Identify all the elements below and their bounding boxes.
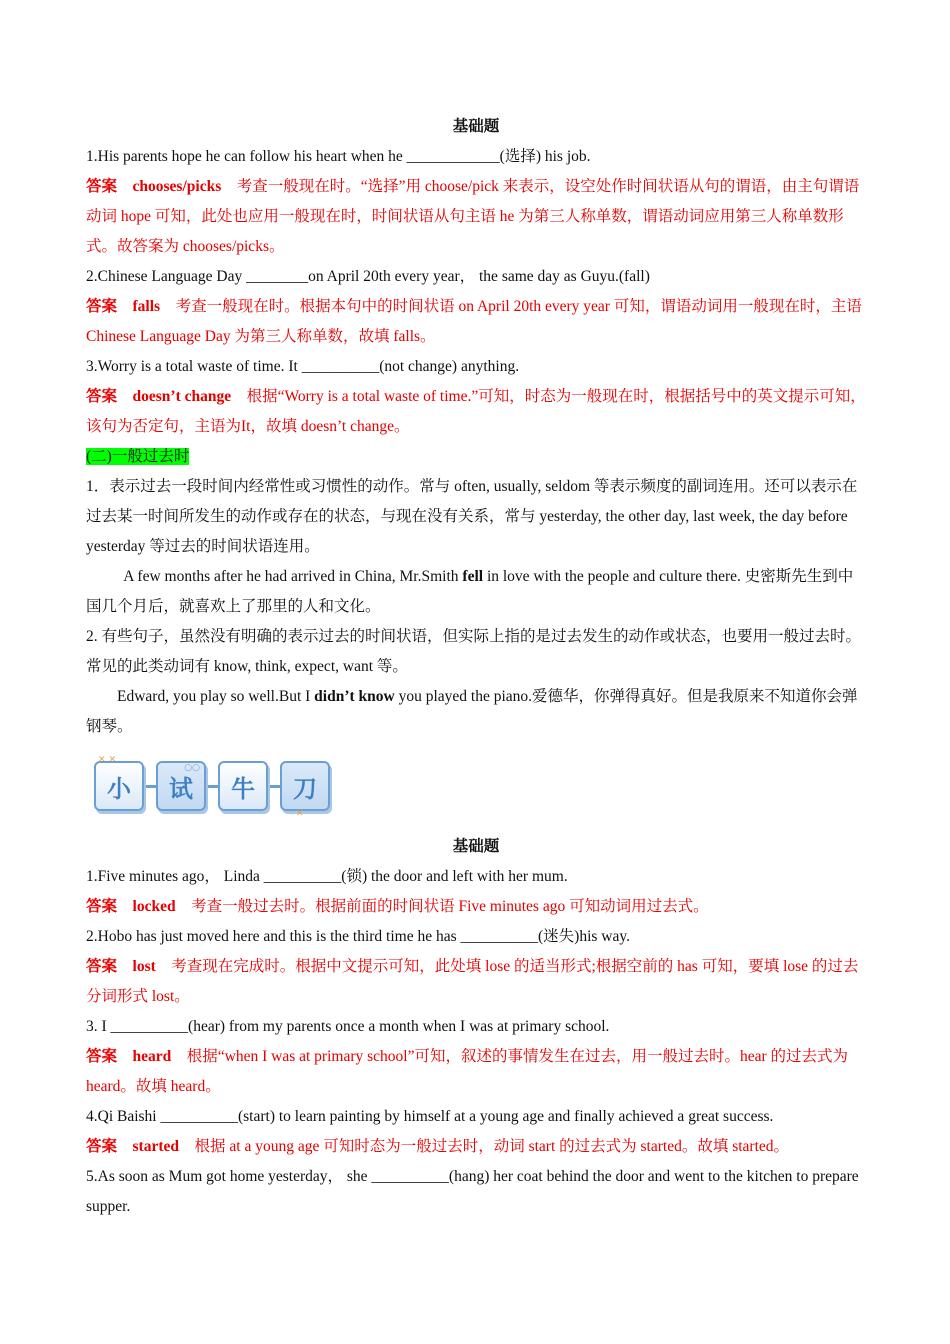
practice-badge xyxy=(94,755,866,819)
grammar-example-2 xyxy=(86,682,866,742)
answer-label: 答案 xyxy=(86,1138,118,1155)
example-text: Edward, you play so well.But I xyxy=(117,688,315,705)
example-keyword: didn’t know xyxy=(314,688,395,705)
example-text: you played the piano.爱德华，你弹得真好。但是我原来不知道你会弹钢琴。 xyxy=(86,688,858,735)
badge-tile xyxy=(280,761,330,819)
answer-label: 答案 xyxy=(86,388,118,405)
grammar-point-2: 2. 有些句子，虽然没有明确的表示过去的时间状语，但实际上指的是过去发生的动作或状态，也要用一般过去时。常见的此类动词有 know, think, expect, want 等。 xyxy=(86,628,862,675)
badge-connector xyxy=(206,785,218,788)
answer-explanation: 考查一般现在时。“选择”用 choose/pick 来表示，设空处作时间状语从句的谓语，由主句谓语动词 hope 可知，此处也应用一般现在时，时间状语从句主语 he 为第三人称单数，谓语动词应用第三人称单数形式。故答案为 chooses/picks。 xyxy=(86,178,860,255)
question-3: 3. I __________(hear) from my parents once a month when I was at primary school. xyxy=(86,1018,610,1035)
answer-label: 答案 xyxy=(86,178,118,195)
sparkle-icon: ✕ ✕ xyxy=(98,755,117,765)
document-page xyxy=(86,112,866,1222)
section-heading: 基础题 xyxy=(452,838,500,855)
answer-explanation: 考查现在完成时。根据中文提示可知，此处填 lose 的适当形式;根据空前的 has 可知，要填 lose 的过去分词形式 lost。 xyxy=(86,958,859,1005)
badge-tile xyxy=(94,755,144,811)
example-text: A few months after he had arrived in China, Mr.Smith xyxy=(123,568,463,585)
badge-char: 试 xyxy=(169,774,193,803)
answer-value: heard xyxy=(132,1048,172,1065)
badge-char: 刀 xyxy=(293,774,317,803)
sparkle-icon: ✕ xyxy=(296,809,304,819)
answer-label: 答案 xyxy=(86,298,118,315)
answer-explanation: 考查一般过去时。根据前面的时间状语 Five minutes ago 可知动词用过去式。 xyxy=(191,898,709,915)
answer-label: 答案 xyxy=(86,1048,118,1065)
answer-value: chooses/picks xyxy=(132,178,222,195)
question-4: 4.Qi Baishi __________(start) to learn painting by himself at a young age and finally achieved a great success. xyxy=(86,1108,774,1125)
badge-connector xyxy=(144,785,156,788)
answer-explanation: 考查一般现在时。根据本句中的时间状语 on April 20th every year 可知，谓语动词用一般现在时，主语 Chinese Language Day 为第三人称单数，故填 falls。 xyxy=(86,298,862,345)
grammar-title: (二)一般过去时 xyxy=(86,448,190,465)
grammar-example-1 xyxy=(86,562,866,622)
answer-value: started xyxy=(132,1138,180,1155)
question-3: 3.Worry is a total waste of time. It __________(not change) anything. xyxy=(86,358,520,375)
answer-2 xyxy=(86,292,866,352)
answer-explanation: 根据“when I was at primary school”可知，叙述的事情发生在过去，用一般过去时。hear 的过去式为 heard。故填 heard。 xyxy=(86,1048,849,1095)
badge-char: 小 xyxy=(107,774,131,803)
answer-1 xyxy=(86,892,866,922)
answer-explanation: 根据 at a young age 可知时态为一般过去时，动词 start 的过去式为 started。故填 started。 xyxy=(194,1138,790,1155)
badge-tile xyxy=(156,761,206,811)
answer-3 xyxy=(86,1042,866,1102)
answer-label: 答案 xyxy=(86,958,118,975)
answer-value: locked xyxy=(132,898,176,915)
question-2: 2.Chinese Language Day ________on April 20th every year， the same day as Guyu.(fall) xyxy=(86,268,650,285)
dots-icon: ○○ xyxy=(184,763,200,773)
question-1: 1.His parents hope he can follow his heart when he ____________(选择) his job. xyxy=(86,148,591,165)
badge-tile xyxy=(218,761,268,811)
question-5: 5.As soon as Mum got home yesterday， she __________(hang) her coat behind the door and went to the kitchen to prepare supper. xyxy=(86,1168,859,1215)
answer-1 xyxy=(86,172,866,262)
answer-value: lost xyxy=(132,958,156,975)
badge-connector xyxy=(268,785,280,788)
answer-label: 答案 xyxy=(86,898,118,915)
example-text: in love with the people and culture there. 史密斯先生到中国几个月后，就喜欢上了那里的人和文化。 xyxy=(86,568,854,615)
section-heading: 基础题 xyxy=(452,118,500,135)
answer-4 xyxy=(86,1132,866,1162)
answer-2 xyxy=(86,952,866,1012)
example-keyword: fell xyxy=(462,568,484,585)
answer-value: falls xyxy=(132,298,161,315)
badge-char: 牛 xyxy=(231,774,255,803)
grammar-point-1: 1．表示过去一段时间内经常性或习惯性的动作。常与 often, usually, seldom 等表示频度的副词连用。还可以表示在过去某一时间所发生的动作或存在的状态，与现在没有关系，常与 yesterday, the other day, last week, the day before yesterday 等过去的时间状语连用。 xyxy=(86,478,858,555)
answer-value: doesn’t change xyxy=(132,388,232,405)
answer-3 xyxy=(86,382,866,442)
grammar-title-row xyxy=(86,442,866,472)
question-2: 2.Hobo has just moved here and this is the third time he has __________(迷失)his way. xyxy=(86,928,630,945)
question-1: 1.Five minutes ago， Linda __________(锁) the door and left with her mum. xyxy=(86,868,568,885)
answer-explanation: 根据“Worry is a total waste of time.”可知，时态为一般现在时，根据括号中的英文提示可知，该句为否定句，主语为It，故填 doesn’t change。 xyxy=(86,388,866,435)
